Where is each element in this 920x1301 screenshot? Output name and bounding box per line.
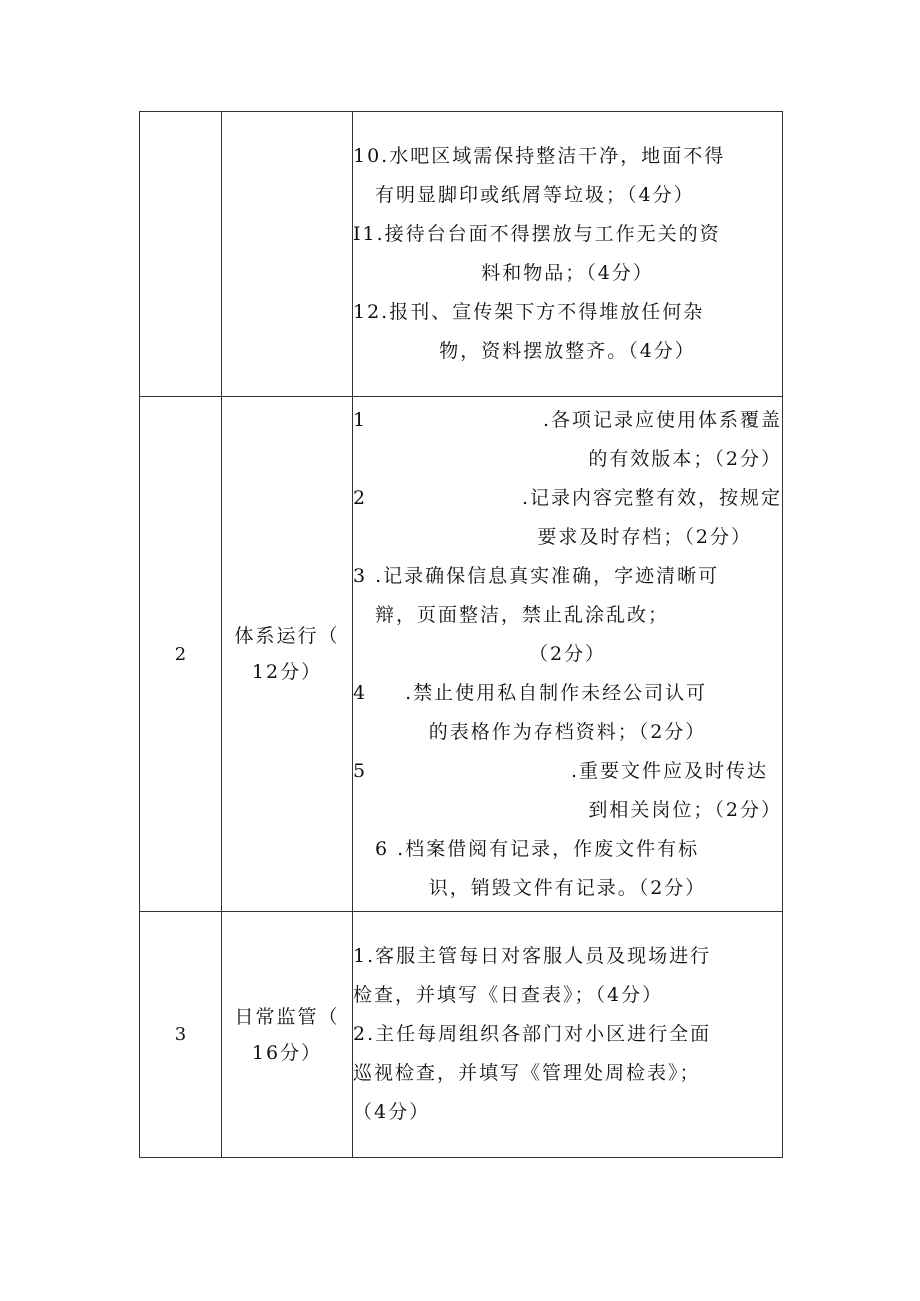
- content-line: 10.水吧区域需保持整洁干净，地面不得: [353, 145, 726, 167]
- table-row: [140, 912, 783, 1158]
- item-number: 6: [375, 837, 390, 860]
- content-line: 2.主任每周组织各部门对小区进行全面: [353, 1023, 712, 1045]
- item-line: [353, 830, 782, 869]
- item-cont: 识，销毁文件有记录。（2分）: [428, 876, 707, 899]
- item-line: [353, 401, 782, 440]
- item-cont: 的有效版本；（2分）: [588, 447, 782, 470]
- category-line: 16分）: [251, 1041, 323, 1064]
- item-text: .禁止使用私自制作未经公司认可: [405, 681, 708, 704]
- item-text: .各项记录应使用体系覆盖: [542, 408, 782, 431]
- item-number: 4: [353, 681, 368, 704]
- content-line: 有明显脚印或纸屑等垃圾；（4分）: [375, 184, 695, 206]
- content-line: 料和物品；（4分）: [481, 262, 654, 284]
- item-number: 5: [353, 759, 368, 782]
- item-number: 2: [353, 486, 368, 509]
- content-line: 12.报刊、宣传架下方不得堆放任何杂: [353, 301, 705, 323]
- item-line: [353, 479, 782, 518]
- standards-table: [139, 111, 783, 1158]
- row-number: 2: [140, 397, 222, 912]
- item-line: [353, 674, 782, 713]
- category-line: 日常监管（: [234, 1005, 340, 1028]
- row-number: [140, 112, 222, 397]
- row-category: [222, 912, 353, 1158]
- content-line: 1.客服主管每日对客服人员及现场进行: [353, 945, 712, 967]
- content-line: （4分）: [353, 1101, 431, 1123]
- content-line: 检查，并填写《日查表》；（4分）: [353, 984, 664, 1006]
- item-text: .记录确保信息真实准确，字迹清晰可: [375, 564, 720, 587]
- item-number: 3: [353, 564, 368, 587]
- row-content: [353, 397, 783, 912]
- item-text: .档案借阅有记录，作废文件有标: [397, 837, 700, 860]
- item-text: .记录内容完整有效，按规定: [521, 486, 782, 509]
- category-line: 12分）: [251, 661, 323, 683]
- row-category: [222, 112, 353, 397]
- category-line: 体系运行（: [234, 625, 340, 647]
- table-row: [140, 397, 783, 912]
- item-line: [353, 752, 782, 791]
- row-content: [353, 912, 783, 1158]
- content-line: 物，资料摆放整齐。（4分）: [439, 340, 696, 362]
- item-line: [353, 557, 782, 596]
- item-cont: 要求及时存档；（2分）: [537, 525, 752, 548]
- table-row: [140, 112, 783, 397]
- row-category: [222, 397, 353, 912]
- item-cont: 的表格作为存档资料；（2分）: [428, 720, 707, 743]
- row-content: [353, 112, 783, 397]
- content-line: I1.接待台台面不得摆放与工作无关的资: [353, 223, 721, 245]
- item-cont: 辩，页面整洁，禁止乱涂乱改；: [375, 603, 670, 626]
- item-number: 1: [353, 408, 368, 431]
- item-text: .重要文件应及时传达: [570, 759, 768, 782]
- row-number: 3: [140, 912, 222, 1158]
- item-cont: （2分）: [528, 642, 607, 665]
- item-cont: 到相关岗位；（2分）: [588, 798, 782, 821]
- content-line: 巡视检查，并填写《管理处周检表》；: [353, 1062, 701, 1084]
